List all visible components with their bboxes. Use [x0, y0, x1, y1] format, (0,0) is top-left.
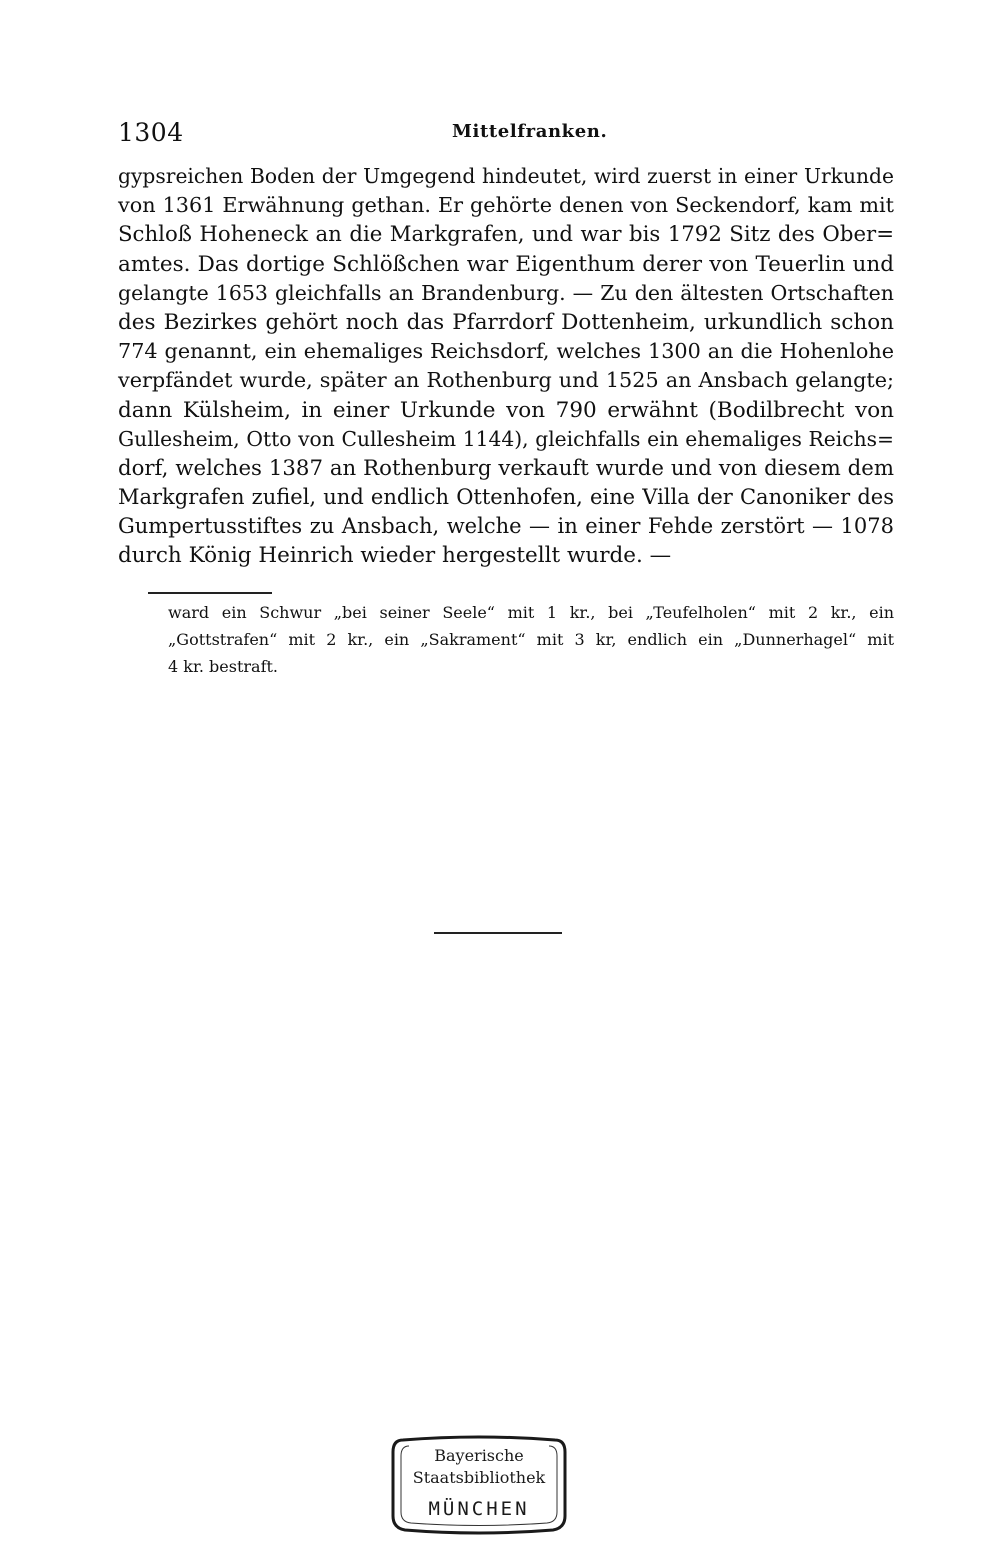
body-text — [118, 162, 894, 571]
body-line: verpfändet wurde, später an Rothenburg und 1525 an Ansbach gelangte; — [118, 368, 894, 393]
body-line: von 1361 Erwähnung gethan. Er gehörte denen von Seckendorf, kam mit — [118, 193, 894, 218]
body-line: 774 genannt, ein ehemaliges Reichsdorf, welches 1300 an die Hohenlohe — [118, 339, 894, 364]
page-number: 1304 — [118, 118, 184, 147]
body-line: Markgrafen zufiel, und endlich Ottenhofen, eine Villa der Canoniker des — [118, 485, 894, 510]
stamp-line: Bayerische — [434, 1446, 524, 1465]
body-line: Gullesheim, Otto von Cullesheim 1144), gleichfalls ein ehemaliges Reichs= — [118, 426, 894, 451]
footnote-line: 4 kr. bestraft. — [168, 657, 278, 676]
body-line: gelangte 1653 gleichfalls an Brandenburg. — Zu den ältesten Ortschaften — [118, 280, 894, 305]
footnote — [168, 599, 894, 680]
body-line: dorf, welches 1387 an Rothenburg verkauft wurde und von diesem dem — [118, 455, 894, 481]
stamp-line: MÜNCHEN — [428, 1498, 530, 1520]
body-line: dann Külsheim, in einer Urkunde von 790 erwähnt (Bodilbrecht von — [118, 397, 894, 423]
body-line: des Bezirkes gehört noch das Pfarrdorf Dottenheim, urkundlich schon — [118, 309, 894, 335]
end-rule — [434, 932, 562, 934]
body-line: gypsreichen Boden der Umgegend hindeutet, wird zuerst in einer Urkunde — [118, 164, 894, 188]
body-line: Schloß Hoheneck an die Markgrafen, und war bis 1792 Sitz des Ober= — [118, 222, 894, 248]
footnote-rule — [148, 592, 272, 594]
stamp-line: Staatsbibliothek — [412, 1468, 546, 1487]
running-head: Mittelfranken. — [452, 121, 608, 142]
library-stamp — [389, 1432, 569, 1536]
footnote-line: „Gottstrafen“ mit 2 kr., ein „Sakrament“ mit 3 kr, endlich ein „Dunnerhagel“ mit — [168, 630, 894, 649]
body-line: Gumpertusstiftes zu Ansbach, welche — in einer Fehde zerstört — 1078 — [118, 514, 894, 539]
footnote-line: ward ein Schwur „bei seiner Seele“ mit 1 kr., bei „Teufelholen“ mit 2 kr., ein — [168, 603, 894, 622]
body-line: durch König Heinrich wieder hergestellt wurde. — — [118, 543, 672, 569]
body-line: amtes. Das dortige Schlößchen war Eigenthum derer von Teuerlin und — [118, 251, 894, 277]
